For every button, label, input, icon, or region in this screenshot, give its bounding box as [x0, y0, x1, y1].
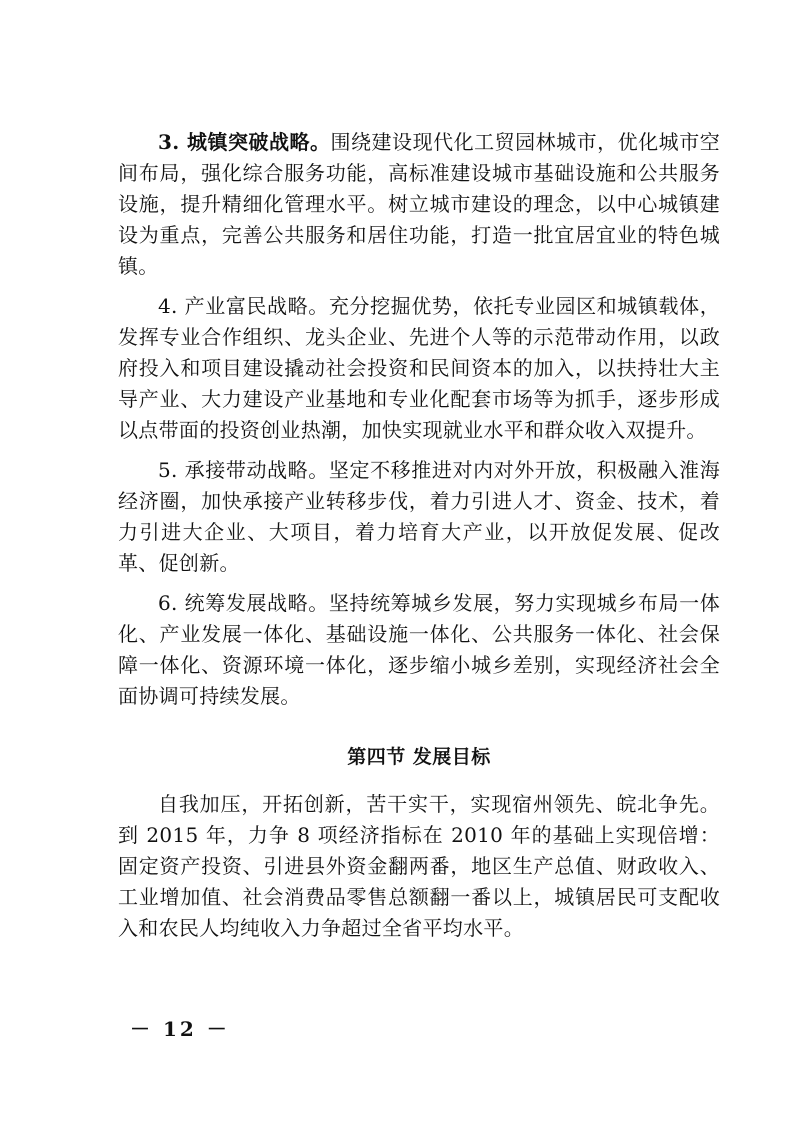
- paragraph-development-goals: 自我加压，开拓创新，苦干实干，实现宿州领先、皖北争先。到 2015 年，力争 8 项经济指标在 2010 年的基础上实现倍增：固定资产投资、引进县外资金翻两番，地区生产总值、财政收入、工业增加值、社会消费品零售总额翻一番以上，城镇居民可支配收入和农民人均纯收入力争超过全省平均水平。: [118, 792, 720, 940]
- paragraph-body: 充分挖掘优势，依托专业园区和城镇载体，发挥专业合作组织、龙头企业、先进个人等的示范带动作用，以政府投入和项目建设撬动社会投资和民间资本的加入，以扶持壮大主导产业、大力建设产业基地和专业化配套市场等为抓手，逐步形成以点带面的投资创业热潮，加快实现就业水平和群众收入双提升。: [118, 294, 720, 442]
- paragraph-undertake-drive: [118, 455, 720, 579]
- paragraph-body: 坚定不移推进对内对外开放，积极融入淮海经济圈，加快承接产业转移步伐，着力引进人才、资金、技术，着力引进大企业、大项目，着力培育大产业，以开放促发展、促改革、促创新。: [118, 458, 720, 575]
- page-content: [118, 127, 720, 953]
- paragraph-coordinated-development: [118, 588, 720, 712]
- paragraph-industry-enrich: [118, 291, 720, 446]
- paragraph-body: 围绕建设现代化工贸园林城市，优化城市空间布局，强化综合服务功能，高标准建设城市基础设施和公共服务设施，提升精细化管理水平。树立城市建设的理念，以中心城镇建设为重点，完善公共服务和居住功能，打造一批宜居宜业的特色城镇。: [118, 130, 721, 278]
- paragraph-urban-breakthrough: [118, 127, 720, 282]
- page-number: － 12 －: [130, 1017, 230, 1041]
- paragraph-body: 坚持统筹城乡发展，努力实现城乡布局一体化、产业发展一体化、基础设施一体化、公共服务一体化、社会保障一体化、资源环境一体化，逐步缩小城乡差别，实现经济社会全面协调可持续发展。: [118, 591, 720, 708]
- paragraph-lead: 4. 产业富民战略。: [158, 294, 329, 318]
- paragraph-lead: 5. 承接带动战略。: [158, 458, 329, 482]
- paragraph-lead: 6. 统筹发展战略。: [158, 591, 329, 615]
- paragraph-lead: 3. 城镇突破战略。: [158, 130, 331, 154]
- section-heading: 第四节 发展目标: [347, 746, 491, 768]
